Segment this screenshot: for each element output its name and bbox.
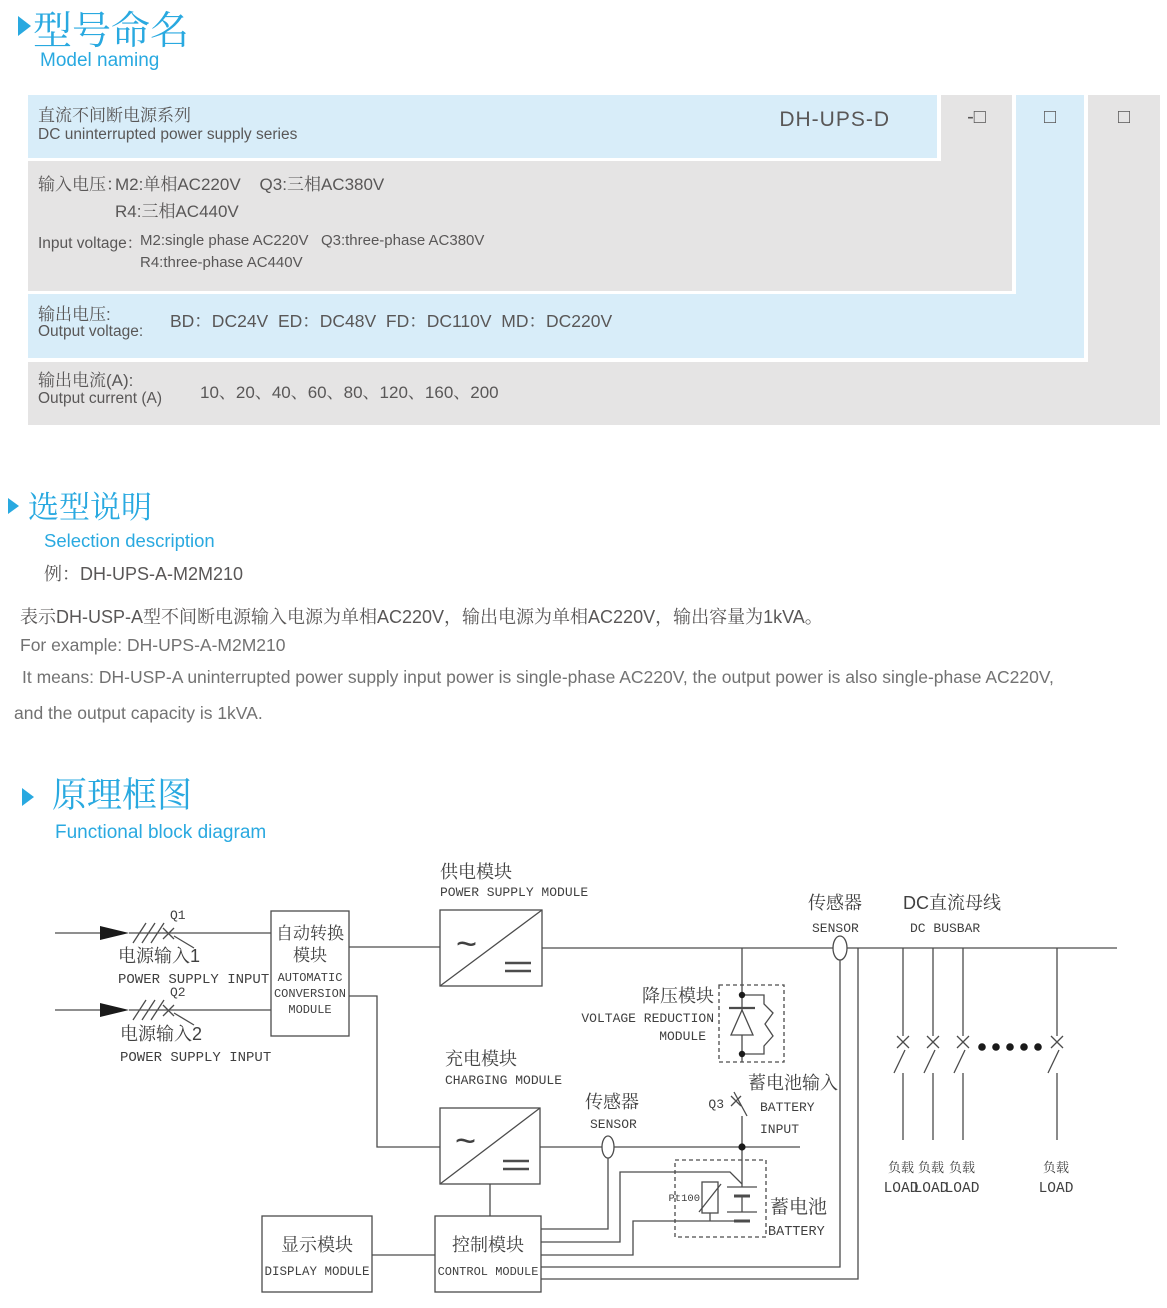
ellipsis-dot xyxy=(1020,1043,1028,1051)
charger-ac-symbol: ~ xyxy=(455,1120,477,1161)
busbar-label-en: DC BUSBAR xyxy=(910,921,981,936)
battery-label-en: BATTERY xyxy=(768,1225,825,1240)
section3-marker-icon xyxy=(22,788,34,806)
battery-input-label-zh: 蓄电池输入 xyxy=(748,1073,838,1093)
selection-meaning-en-1: It means: DH-USP-A uninterrupted power supply input power is single-phase AC220V, the output power is also single-phase AC220V, xyxy=(22,667,1054,687)
conversion-to-charger-line xyxy=(349,996,440,1147)
q1-label: Q1 xyxy=(170,908,186,923)
load1-label-zh: 负载 xyxy=(887,1160,915,1175)
charger-sensor-label-zh: 传感器 xyxy=(585,1092,639,1112)
input2-label-zh: 电源输入2 xyxy=(120,1024,203,1044)
selection-example-zh: 例：DH-UPS-A-M2M210 xyxy=(44,564,244,584)
output-current-label-en: Output current (A) xyxy=(38,390,163,407)
q3-label: Q3 xyxy=(708,1097,724,1112)
functional-block-diagram xyxy=(0,850,1167,1308)
battery-input-label-en-1: BATTERY xyxy=(760,1100,815,1115)
charger-label-zh: 充电模块 xyxy=(445,1049,517,1069)
charger-sensor-icon xyxy=(602,1136,614,1158)
load2-label-en: LOAD xyxy=(913,1181,949,1197)
load4-label-zh: 负载 xyxy=(1042,1160,1070,1175)
input-voltage-options-zh-1: M2:单相AC220V Q3:三相AC380V xyxy=(115,175,385,194)
vr-label-en-1: VOLTAGE REDUCTION xyxy=(581,1011,714,1026)
junction-dot xyxy=(739,992,745,998)
load-feeder-4 xyxy=(1048,948,1063,1140)
junction-dot xyxy=(738,1143,745,1150)
vr-label-en-2: MODULE xyxy=(659,1029,706,1044)
model-slot3: □ xyxy=(1117,106,1131,128)
input-voltage-label-en: Input voltage： xyxy=(38,235,143,252)
slot2-column-bg xyxy=(1016,95,1084,358)
pt100-label: Pt100 xyxy=(668,1193,700,1205)
ellipsis-dot xyxy=(992,1043,1000,1051)
auto-module-zh-1: 自动转换 xyxy=(276,924,344,943)
section2-title: 选型说明 xyxy=(28,490,152,525)
section3-title: 原理框图 xyxy=(52,776,193,815)
output-voltage-options: BD：DC24V ED：DC48V FD：DC110V MD：DC220V xyxy=(170,311,613,331)
auto-module-en-2: CONVERSION xyxy=(273,987,347,1001)
input-voltage-options-en-2: R4:three-phase AC440V xyxy=(140,254,303,271)
section3-subtitle: Functional block diagram xyxy=(55,822,267,843)
control-module-label-en: CONTROL MODULE xyxy=(437,1265,539,1279)
bus-sensor-label-zh: 传感器 xyxy=(808,893,862,913)
display-module-label-en: DISPLAY MODULE xyxy=(264,1265,370,1279)
ellipsis-dot xyxy=(978,1043,986,1051)
selection-example-en: For example: DH-UPS-A-M2M210 xyxy=(20,635,286,655)
section2-subtitle: Selection description xyxy=(44,530,215,551)
output-current-options: 10、20、40、60、80、120、160、200 xyxy=(200,383,499,402)
charger-label-en: CHARGING MODULE xyxy=(445,1073,563,1088)
selection-meaning-zh: 表示DH-USP-A型不间断电源输入电源为单相AC220V，输出电源为单相AC220V，输出容量为1kVA。 xyxy=(20,607,823,627)
load-feeder-1 xyxy=(894,948,909,1140)
input1-label-zh: 电源输入1 xyxy=(118,946,201,966)
input1-arrow-icon xyxy=(100,926,129,940)
battery-input-label-en-2: INPUT xyxy=(760,1122,800,1137)
load-feeder-3 xyxy=(954,948,969,1140)
load3-label-en: LOAD xyxy=(944,1181,980,1197)
input-voltage-options-en-1: M2:single phase AC220V Q3:three-phase AC380V xyxy=(140,232,485,249)
diagram-filled-shapes xyxy=(100,926,1042,1151)
model-prefix: DH-UPS-D xyxy=(779,108,890,131)
section1-subtitle: Model naming xyxy=(40,50,160,71)
display-module-label-zh: 显示模块 xyxy=(281,1235,353,1255)
model-slot1: -□ xyxy=(967,106,986,128)
bus-sensor-label-en: SENSOR xyxy=(812,921,859,936)
output-voltage-label-en: Output voltage: xyxy=(38,323,144,340)
diagram-labels xyxy=(118,862,1073,1279)
control-module-label-zh: 控制模块 xyxy=(452,1235,524,1255)
charger-sensor-label-en: SENSOR xyxy=(590,1117,637,1132)
psu-label-en: POWER SUPPLY MODULE xyxy=(440,885,589,900)
voltage-reduction-box xyxy=(719,985,784,1062)
vr-label-zh: 降压模块 xyxy=(642,986,714,1006)
slot3-column-bg xyxy=(1088,95,1160,425)
load-feeder-2 xyxy=(924,948,939,1140)
battery-label-zh: 蓄电池 xyxy=(770,1197,828,1218)
series-name-en: DC uninterrupted power supply series xyxy=(38,126,298,143)
load3-label-zh: 负载 xyxy=(948,1160,976,1175)
q2-label: Q2 xyxy=(170,985,186,1000)
output-voltage-label-zh: 输出电压: xyxy=(38,305,111,324)
load4-label-en: LOAD xyxy=(1038,1181,1074,1197)
auto-module-en-1: AUTOMATIC xyxy=(277,971,343,985)
load2-label-zh: 负载 xyxy=(917,1160,945,1175)
auto-module-en-3: MODULE xyxy=(288,1003,332,1017)
row-output-current-bg xyxy=(28,362,1160,425)
junction-dot xyxy=(739,1051,745,1057)
selection-meaning-en-2: and the output capacity is 1kVA. xyxy=(14,703,263,723)
bus-sensor-icon xyxy=(833,936,847,960)
ellipsis-dot xyxy=(1006,1043,1014,1051)
input-voltage-label-zh: 输入电压： xyxy=(38,175,123,194)
charger-sensor-signal-line xyxy=(541,1147,608,1229)
input2-arrow-icon xyxy=(100,1003,129,1017)
diode-triangle xyxy=(731,1010,753,1035)
output-current-label-zh: 输出电流(A): xyxy=(38,371,134,390)
model-slot2: □ xyxy=(1043,106,1057,128)
auto-module-zh-2: 模块 xyxy=(293,946,327,965)
busbar-label-zh: DC直流母线 xyxy=(903,893,1001,913)
input1-label-en: POWER SUPPLY INPUT xyxy=(118,972,270,988)
section1-title: 型号命名 xyxy=(33,10,190,53)
ellipsis-dot xyxy=(1034,1043,1042,1051)
input-voltage-options-zh-2: R4:三相AC440V xyxy=(115,202,239,221)
input2-label-en: POWER SUPPLY INPUT xyxy=(120,1050,272,1066)
series-name-zh: 直流不间断电源系列 xyxy=(38,106,191,125)
psu-label-zh: 供电模块 xyxy=(440,862,512,882)
section2-marker-icon xyxy=(8,498,19,514)
load1-label-en: LOAD xyxy=(883,1181,919,1197)
section1-marker-icon xyxy=(18,16,31,36)
psu-ac-symbol: ~ xyxy=(456,923,478,964)
battery-negative-sense-line xyxy=(541,1221,742,1255)
